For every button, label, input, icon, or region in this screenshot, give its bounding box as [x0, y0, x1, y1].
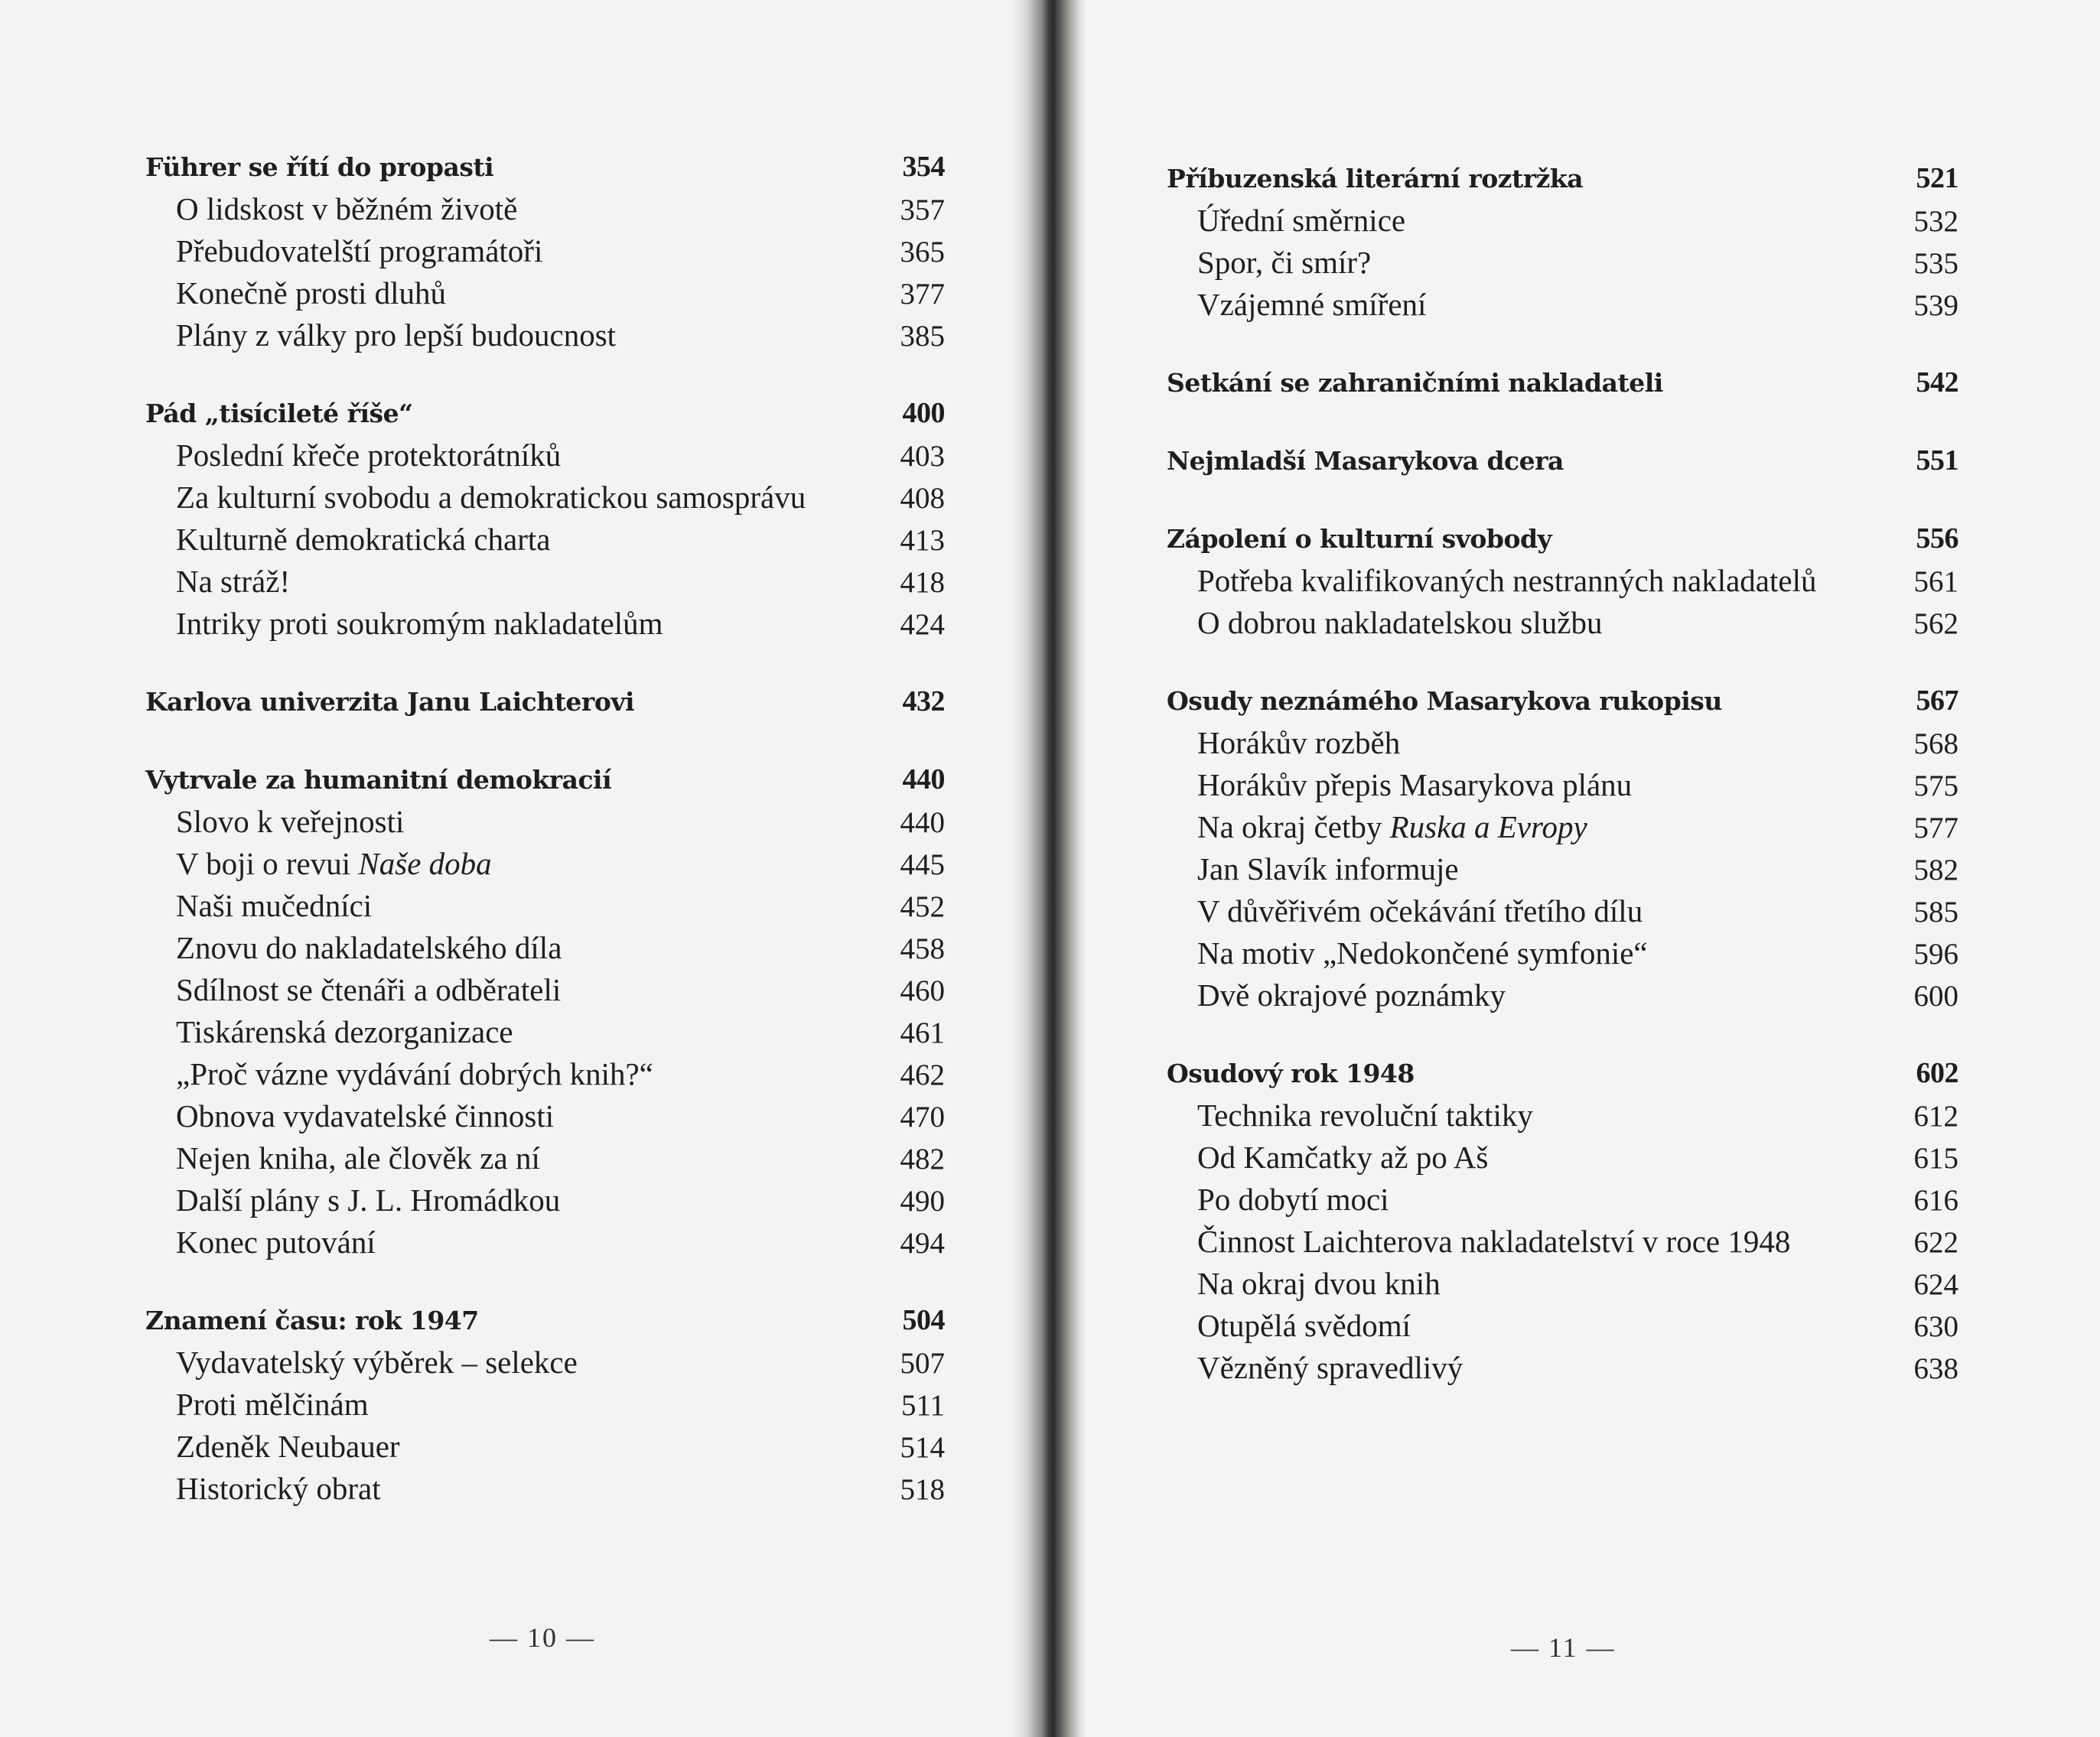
section-title: Pád „tisícileté říše“: [145, 398, 413, 428]
entry-title: [176, 1095, 554, 1137]
entry-page-number: 532: [1913, 205, 1958, 238]
toc-entry: [145, 1384, 945, 1426]
entry-title-text: Poslední křeče protektorátníků: [176, 438, 562, 473]
toc-section-heading: [1167, 361, 1958, 404]
entry-title: [176, 230, 542, 272]
entry-title-italic: Ruska a Evropy: [1389, 809, 1587, 844]
toc-entry: [145, 1179, 945, 1221]
entry-title-text: Vydavatelský výběrek – selekce: [176, 1345, 578, 1380]
section-page-number: 556: [1916, 522, 1958, 555]
toc-section-heading: [145, 392, 945, 434]
toc-left: [145, 145, 945, 1545]
section-title: Vytrvale za humanitní demokracií: [145, 765, 612, 795]
section-title: Karlova univerzita Janu Laichterovi: [145, 687, 635, 717]
toc-section: [145, 758, 945, 1264]
entry-page-number: 365: [900, 236, 945, 268]
entry-title: [1197, 806, 1587, 848]
entry-title-text: „Proč vázne vydávání dobrých knih?“: [176, 1056, 653, 1091]
toc-entry: [145, 230, 945, 272]
entry-page-number: 535: [1913, 247, 1958, 280]
entry-title-text: Horákův přepis Masarykova plánu: [1197, 767, 1633, 802]
section-page-number: 551: [1916, 444, 1958, 477]
entry-title: [1197, 1305, 1411, 1347]
toc-entry: [145, 801, 945, 843]
entry-page-number: 460: [900, 974, 945, 1007]
entry-title-text: Nejen kniha, ale člověk za ní: [176, 1140, 540, 1176]
entry-title: [176, 1468, 381, 1510]
toc-entry: [145, 1011, 945, 1053]
entry-page-number: 561: [1913, 565, 1958, 598]
entry-title-text: Činnost Laichterova nakladatelství v roce 1948: [1197, 1224, 1791, 1259]
entry-page-number: 494: [900, 1227, 945, 1260]
entry-page-number: 638: [1913, 1352, 1958, 1385]
entry-title: [176, 1179, 560, 1221]
entry-title-text: Otupělá svědomí: [1197, 1308, 1411, 1343]
entry-title-text: Dvě okrajové poznámky: [1197, 977, 1506, 1013]
entry-title: [176, 1053, 653, 1095]
entry-title: [176, 314, 616, 356]
entry-title: [1197, 1179, 1389, 1221]
entry-title-italic: Naše doba: [358, 846, 492, 881]
toc-entry: [1167, 1179, 1958, 1221]
toc-section: [1167, 1052, 1958, 1389]
entry-title-text: Na stráž!: [176, 564, 291, 599]
toc-entry: [1167, 1263, 1958, 1305]
entry-page-number: 458: [900, 932, 945, 965]
entry-title: [1197, 1263, 1441, 1305]
entry-page-number: 418: [900, 566, 945, 599]
section-page-number: 567: [1916, 685, 1958, 717]
entry-title: [176, 1384, 369, 1426]
section-title: Setkání se zahraničními nakladateli: [1167, 368, 1663, 398]
entry-title: [1197, 890, 1643, 932]
toc-entry: [145, 1053, 945, 1095]
entry-page-number: 440: [900, 806, 945, 839]
toc-entry: [1167, 1305, 1958, 1347]
toc-section: [145, 392, 945, 645]
toc-entry: [1167, 1137, 1958, 1179]
entry-title-text: V důvěřivém očekávání třetího dílu: [1197, 893, 1643, 929]
section-page-number: 354: [902, 151, 945, 183]
entry-title: [176, 1342, 578, 1384]
entry-title-text: Úřední směrnice: [1197, 203, 1406, 238]
entry-page-number: 385: [900, 320, 945, 353]
entry-page-number: 357: [900, 194, 945, 226]
entry-title-text: Za kulturní svobodu a demokratickou samosprávu: [176, 480, 806, 515]
entry-title: [1197, 848, 1459, 890]
entry-title-text: Vězněný spravedlivý: [1197, 1350, 1463, 1385]
entry-title: [176, 801, 404, 843]
entry-title-text: Sdílnost se čtenáři a odběrateli: [176, 972, 562, 1007]
entry-page-number: 600: [1913, 980, 1958, 1013]
section-page-number: 432: [902, 685, 945, 717]
section-page-number: 542: [1916, 366, 1958, 398]
toc-entry: [1167, 602, 1958, 644]
toc-entry: [1167, 974, 1958, 1017]
toc-section: [1167, 679, 1958, 1017]
entry-page-number: 424: [900, 608, 945, 641]
toc-entry: [1167, 1221, 1958, 1263]
toc-section-heading: [145, 1299, 945, 1342]
section-page-number: 440: [902, 763, 945, 795]
section-title: Osudy neznámého Masarykova rukopisu: [1167, 686, 1722, 716]
toc-entry: [145, 843, 945, 885]
entry-title: [176, 885, 372, 927]
entry-title-text: Slovo k veřejnosti: [176, 804, 405, 839]
entry-title: [1197, 764, 1632, 806]
entry-title-text: Intriky proti soukromým nakladatelům: [176, 606, 663, 641]
toc-section-heading: [145, 680, 945, 723]
toc-entry: [1167, 722, 1958, 764]
section-title: Znamení času: rok 1947: [145, 1306, 479, 1335]
toc-section-heading: [1167, 1052, 1958, 1095]
toc-section: [1167, 517, 1958, 644]
entry-page-number: 582: [1913, 854, 1958, 886]
entry-title: [176, 477, 806, 519]
entry-page-number: 470: [900, 1101, 945, 1134]
entry-title-text: Na motiv „Nedokončené symfonie“: [1197, 935, 1648, 971]
entry-page-number: 452: [900, 890, 945, 923]
entry-title-text: Proti mělčinám: [176, 1387, 369, 1422]
entry-title: [1197, 1095, 1533, 1137]
entry-title-text: Další plány s J. L. Hromádkou: [176, 1182, 561, 1218]
entry-title-text: Konec putování: [176, 1225, 376, 1260]
toc-entry: [145, 1426, 945, 1468]
section-title: Příbuzenská literární roztržka: [1167, 164, 1584, 194]
toc-entry: [1167, 848, 1958, 890]
entry-title: [176, 561, 290, 603]
entry-page-number: 482: [900, 1143, 945, 1176]
toc-entry: [145, 272, 945, 314]
section-title: Zápolení o kulturní svobody: [1167, 524, 1552, 554]
toc-section-heading: [1167, 517, 1958, 560]
entry-title-text: Zdeněk Neubauer: [176, 1429, 400, 1464]
entry-title: [1197, 560, 1816, 602]
toc-entry: [1167, 200, 1958, 242]
entry-title: [176, 188, 517, 230]
entry-page-number: 539: [1913, 289, 1958, 322]
toc-entry: [1167, 932, 1958, 974]
toc-entry: [1167, 806, 1958, 848]
toc-entry: [1167, 284, 1958, 326]
entry-page-number: 568: [1913, 727, 1958, 760]
toc-entry: [145, 969, 945, 1011]
section-title: Osudový rok 1948: [1167, 1059, 1415, 1088]
toc-entry: [145, 188, 945, 230]
entry-title: [176, 969, 561, 1011]
entry-page-number: 562: [1913, 607, 1958, 640]
entry-title-text: Tiskárenská dezorganizace: [176, 1014, 513, 1049]
entry-title: [1197, 1137, 1488, 1179]
section-page-number: 521: [1916, 162, 1958, 194]
toc-entry: [1167, 242, 1958, 284]
entry-page-number: 585: [1913, 896, 1958, 929]
toc-entry: [1167, 560, 1958, 602]
page-number-right: — 11 —: [1511, 1632, 1616, 1663]
entry-title: [1197, 602, 1602, 644]
entry-page-number: 490: [900, 1185, 945, 1218]
entry-page-number: 616: [1913, 1184, 1958, 1217]
entry-title: [176, 1221, 376, 1264]
entry-page-number: 624: [1913, 1268, 1958, 1301]
entry-title-text: Plány z války pro lepší budoucnost: [176, 317, 617, 353]
entry-title-text: O lidskost v běžném životě: [176, 191, 518, 226]
section-title: Nejmladší Masarykova dcera: [1167, 446, 1564, 476]
entry-page-number: 403: [900, 440, 945, 473]
toc-section-heading: [145, 758, 945, 801]
toc-entry: [145, 1342, 945, 1384]
entry-title: [176, 272, 446, 314]
entry-title-text: Znovu do nakladatelského díla: [176, 930, 562, 965]
entry-page-number: 461: [900, 1017, 945, 1049]
section-page-number: 504: [902, 1304, 945, 1336]
entry-title-text: Historický obrat: [176, 1471, 381, 1506]
toc-entry: [1167, 890, 1958, 932]
entry-title: [176, 1011, 513, 1053]
entry-title: [176, 1426, 400, 1468]
toc-entry: [1167, 764, 1958, 806]
entry-title-text: Horákův rozběh: [1197, 725, 1401, 760]
entry-title-text: Konečně prosti dluhů: [176, 275, 446, 311]
toc-section-heading: [1167, 157, 1958, 200]
entry-title-text: Vzájemné smíření: [1197, 287, 1427, 322]
entry-page-number: 445: [900, 848, 945, 881]
entry-page-number: 377: [900, 278, 945, 311]
toc-entry: [145, 885, 945, 927]
entry-title-text: O dobrou nakladatelskou službu: [1197, 605, 1603, 640]
entry-title-text: Po dobytí moci: [1197, 1182, 1389, 1217]
entry-page-number: 615: [1913, 1142, 1958, 1175]
entry-title: [1197, 242, 1371, 284]
toc-entry: [145, 561, 945, 603]
section-title: Führer se řítí do propasti: [145, 152, 494, 182]
entry-title-text: V boji o revui: [176, 846, 359, 881]
entry-page-number: 630: [1913, 1310, 1958, 1343]
entry-title: [1197, 932, 1648, 974]
toc-entry: [145, 519, 945, 561]
entry-page-number: 462: [900, 1059, 945, 1091]
entry-title-text: Od Kamčatky až po Aš: [1197, 1140, 1489, 1175]
toc-section-heading: [1167, 679, 1958, 722]
entry-page-number: 575: [1913, 769, 1958, 802]
toc-entry: [145, 314, 945, 356]
section-page-number: 602: [1916, 1057, 1958, 1089]
toc-entry: [145, 927, 945, 969]
entry-title-text: Naši mučedníci: [176, 888, 373, 923]
entry-title: [176, 927, 562, 969]
toc-entry: [145, 603, 945, 645]
entry-page-number: 577: [1913, 812, 1958, 844]
toc-section: [1167, 361, 1958, 404]
entry-title: [176, 1137, 540, 1179]
entry-title: [1197, 200, 1405, 242]
entry-title-text: Jan Slavík informuje: [1197, 851, 1459, 886]
entry-title-text: Technika revoluční taktiky: [1197, 1098, 1533, 1133]
toc-entry: [145, 1468, 945, 1510]
toc-section: [1167, 439, 1958, 482]
entry-title: [1197, 1347, 1463, 1389]
toc-section-heading: [145, 145, 945, 188]
toc-entry: [145, 1221, 945, 1264]
entry-page-number: 518: [900, 1473, 945, 1506]
toc-section: [1167, 157, 1958, 326]
toc-entry: [1167, 1095, 1958, 1137]
toc-entry: [145, 477, 945, 519]
toc-section: [145, 680, 945, 723]
entry-title-text: Spor, či smír?: [1197, 245, 1372, 280]
book-gutter-shadow: [1014, 0, 1086, 1737]
toc-entry: [145, 1137, 945, 1179]
entry-page-number: 408: [900, 482, 945, 515]
entry-title-text: Obnova vydavatelské činnosti: [176, 1098, 555, 1134]
entry-title: [176, 434, 561, 477]
entry-page-number: 511: [900, 1389, 945, 1422]
toc-entry: [145, 1095, 945, 1137]
entry-page-number: 596: [1913, 938, 1958, 971]
entry-page-number: 622: [1913, 1226, 1958, 1259]
toc-section: [145, 145, 945, 356]
entry-title: [1197, 722, 1400, 764]
entry-title: [176, 519, 551, 561]
entry-title-text: Potřeba kvalifikovaných nestranných nakladatelů: [1197, 563, 1817, 598]
entry-title-text: Na okraj dvou knih: [1197, 1266, 1441, 1301]
toc-entry: [1167, 1347, 1958, 1389]
entry-title: [176, 843, 492, 885]
page-number-left: — 10 —: [490, 1622, 595, 1653]
entry-title: [1197, 284, 1426, 326]
entry-title: [1197, 974, 1506, 1017]
entry-title-text: Přebudovatelští programátoři: [176, 233, 543, 268]
entry-title-text: Na okraj četby: [1197, 809, 1390, 844]
entry-page-number: 413: [900, 524, 945, 557]
toc-entry: [145, 434, 945, 477]
toc-right: [1167, 157, 1958, 1424]
entry-page-number: 514: [900, 1431, 945, 1464]
section-page-number: 400: [902, 397, 945, 429]
entry-title: [176, 603, 663, 645]
toc-section-heading: [1167, 439, 1958, 482]
entry-page-number: 507: [900, 1347, 945, 1380]
toc-section: [145, 1299, 945, 1510]
entry-page-number: 612: [1913, 1100, 1958, 1133]
entry-title-text: Kulturně demokratická charta: [176, 522, 551, 557]
entry-title: [1197, 1221, 1790, 1263]
